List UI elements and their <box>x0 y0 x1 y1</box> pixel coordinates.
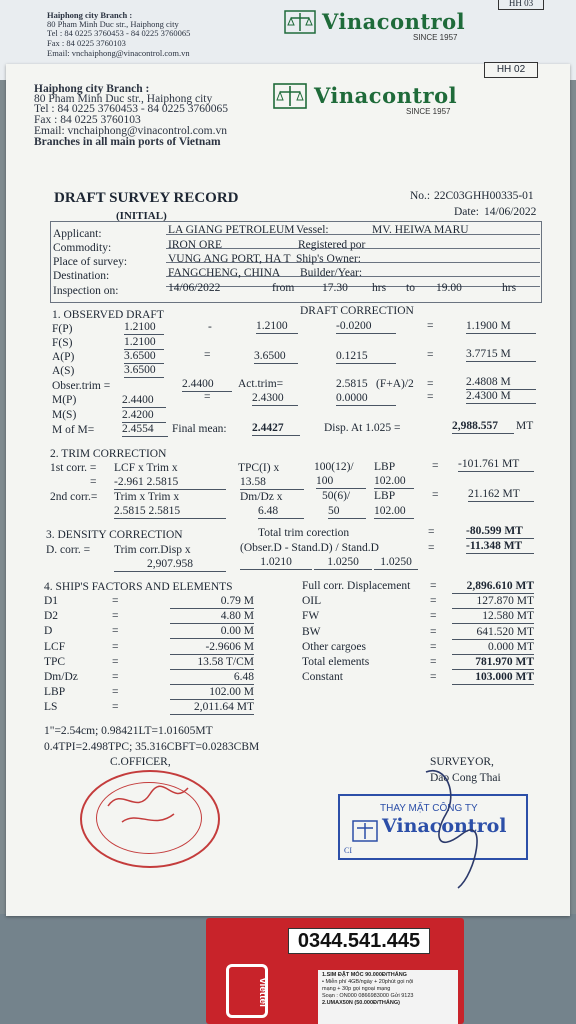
first-corr-label: 1st corr. = <box>50 462 97 474</box>
disp-unit: MT <box>516 420 534 432</box>
factor-value: 4.80 M <box>170 610 254 624</box>
factor-value: -2.9606 M <box>170 641 254 655</box>
dcorr-eq: = <box>428 542 435 554</box>
element-value: 781.970 MT <box>452 656 534 670</box>
draft-correction-title: DRAFT CORRECTION <box>300 305 414 317</box>
stamp-header: THAY MẶT CÔNG TY <box>380 803 478 814</box>
fs-label: F(S) <box>52 337 73 349</box>
mp-result: 2.4300 M <box>466 390 536 404</box>
from-value: 17.30 <box>322 282 348 294</box>
dcorr-h2: (Obser.D - Stand.D) / Stand.D <box>240 542 379 554</box>
second-h3: 50(6)/ <box>322 490 351 502</box>
observed-title: 1. OBSERVED DRAFT <box>52 309 164 321</box>
ap-label: A(P) <box>52 351 75 363</box>
applicant-label: Applicant: <box>53 228 102 240</box>
mp-label: M(P) <box>52 394 77 406</box>
ap-value: 3.6500 <box>124 350 164 364</box>
factor-eq: = <box>112 625 119 638</box>
fp-value: 1.2100 <box>124 321 164 335</box>
obs-trim-label: Obser.trim = <box>52 380 111 392</box>
inspection-date: 14/06/2022 <box>168 282 221 294</box>
first-h3: 100(12)/ <box>314 461 354 473</box>
back-fax: Fax : 84 0225 3760103 <box>47 38 126 48</box>
obs-trim-value: 2.4400 <box>182 378 232 392</box>
stamp-ci: CI <box>344 846 352 855</box>
factor-value: 2,011.64 MT <box>170 701 254 715</box>
first-v4: 102.00 <box>374 475 414 489</box>
stamp-scale-icon <box>352 820 378 842</box>
factor-label: D2 <box>44 610 59 623</box>
factor-eq: = <box>112 701 119 714</box>
sim-promo-5: 2.UMAX50N (50.000Đ/THÁNG) <box>322 1000 400 1006</box>
to-value: 19.00 <box>436 282 462 294</box>
fp-label: F(P) <box>52 323 73 335</box>
vessel-value: MV. HEIWA MARU <box>372 224 469 236</box>
element-label: Total elements <box>302 656 370 668</box>
place-label: Place of survey: <box>53 256 128 268</box>
dcorr-v2: 1.0210 <box>240 556 312 570</box>
sim-promo-3: mạng + 30p gọi ngoại mạng <box>322 986 391 992</box>
record-no-label: No.: <box>410 190 431 202</box>
fa2-eq: = <box>427 378 434 390</box>
surveyor-signature <box>406 764 496 894</box>
record-date-value: 14/06/2022 <box>484 206 537 218</box>
sim-promo-4: Soạn : ON000 0866983000 Gửi 9123 <box>322 993 414 999</box>
element-value: 12.580 MT <box>452 610 534 624</box>
branch-title: Haiphong city Branch : <box>34 83 150 95</box>
first-v3: 100 <box>316 475 366 489</box>
f-result: 1.1900 M <box>466 320 536 334</box>
factor-value: 0.79 M <box>170 595 254 609</box>
dcorr-label: D. corr. = <box>46 544 91 556</box>
applicant-value: LA GIANG PETROLEUM <box>168 224 295 236</box>
sim-promo-1: 1.SIM ĐẶT MÓC 90.000Đ/THÁNG <box>322 972 407 978</box>
first-h2: TPC(I) x <box>238 462 280 474</box>
a-correction: 0.1215 <box>336 350 396 364</box>
act-trim-label: Act.trim= <box>238 378 284 390</box>
element-eq: = <box>430 610 437 623</box>
ms-label: M(S) <box>52 409 77 421</box>
element-value: 127.870 MT <box>452 595 534 609</box>
factor-label: TPC <box>44 655 66 668</box>
fs-value: 1.2100 <box>124 336 164 350</box>
record-date-label: Date: <box>454 206 479 218</box>
vessel-label: Vessel: <box>296 224 329 236</box>
trim-title: 2. TRIM CORRECTION <box>50 448 167 460</box>
branches-note: Branches in all main ports of Vietnam <box>34 136 221 148</box>
fa2-result: 2.4808 M <box>466 376 536 390</box>
element-label: OIL <box>302 595 322 608</box>
branch-email: Email: vnchaiphong@vinacontrol.com.vn <box>34 125 227 137</box>
second-corr-label: 2nd corr.= <box>50 491 98 503</box>
sim-number: 0344.541.445 <box>288 928 430 954</box>
conversion-line-2: 0.4TPI=2.498TPC; 35.316CBFT=0.0283CBM <box>44 741 260 753</box>
a-mean: 3.6500 <box>254 350 298 364</box>
branch-fax: Fax : 84 0225 3760103 <box>34 114 141 126</box>
total-trim-value: -80.599 MT <box>466 525 534 539</box>
element-label: FW <box>302 610 320 623</box>
factor-eq: = <box>112 671 119 683</box>
scale-logo-icon <box>272 82 308 110</box>
factor-eq: = <box>112 640 119 653</box>
back-corner-tag: HH 03 <box>498 0 544 10</box>
sim-promo-2: • Miễn phí 4GB/ngày + 20phút gọi nội <box>322 979 414 985</box>
second-v4: 102.00 <box>374 505 414 519</box>
as-label: A(S) <box>52 365 75 377</box>
back-brand-name: Vinacontrol <box>322 9 466 34</box>
second-corr-result: 21.162 MT <box>468 488 534 502</box>
factor-eq: = <box>112 595 119 607</box>
officer-signature <box>102 776 202 856</box>
hrs-label-2: hrs <box>502 282 517 294</box>
to-label: to <box>406 282 415 294</box>
dcorr-h1: Trim corr.Disp x <box>114 544 191 556</box>
since-label: SINCE 1957 <box>406 107 451 116</box>
element-eq: = <box>430 671 437 684</box>
factor-label: LBP <box>44 686 66 699</box>
disp-value: 2,988.557 <box>452 420 514 434</box>
officer-label: C.OFFICER, <box>110 756 171 768</box>
dcorr-v3: 1.0250 <box>314 556 372 570</box>
first-h1: LCF x Trim x <box>114 462 178 474</box>
total-trim-label: Total trim corection <box>258 527 350 539</box>
from-label: from <box>272 282 295 294</box>
element-eq: = <box>430 656 437 668</box>
doc-code-badge: HH 02 <box>484 62 538 78</box>
disp-label: Disp. At 1.025 = <box>324 422 401 434</box>
f-eq: = <box>427 320 434 332</box>
first-corr-result: -101.761 MT <box>458 458 534 472</box>
dcorr-result: -11.348 MT <box>466 540 534 554</box>
first-eq-2: = <box>90 476 97 488</box>
density-title: 3. DENSITY CORRECTION <box>46 529 183 541</box>
element-value: 2,896.610 MT <box>452 580 534 594</box>
stamp-brand: Vinacontrol <box>382 815 507 837</box>
first-v1: -2.961 2.5815 <box>114 476 226 490</box>
draft-survey-sheet <box>6 64 570 916</box>
sim-brand: viettel <box>257 978 268 1007</box>
f-mean: 1.2100 <box>256 320 298 334</box>
element-eq: = <box>430 580 437 592</box>
factor-value: 6.48 <box>170 671 254 685</box>
element-value: 0.000 MT <box>452 641 534 655</box>
factor-value: 13.58 T/CM <box>170 656 254 670</box>
sim-promo-box <box>318 970 458 1024</box>
mp-value: 2.4400 <box>122 394 166 408</box>
back-tel: Tel : 84 0225 3760453 - 84 0225 3760065 <box>47 28 191 38</box>
record-no-value: 22C03GHH00335-01 <box>434 190 534 202</box>
back-since: SINCE 1957 <box>413 33 458 42</box>
conversion-line-1: 1"=2.54cm; 0.98421LT=1.01605MT <box>44 725 213 737</box>
mp-correction: 0.0000 <box>336 392 396 406</box>
element-eq: = <box>430 595 437 608</box>
element-label: Constant <box>302 671 343 684</box>
element-label: Full corr. Displacement <box>302 580 411 592</box>
back-address: 80 Pham Minh Duc str., Haiphong city <box>47 19 179 29</box>
f-correction: -0.0200 <box>336 320 396 334</box>
fp-dash: - <box>208 321 212 333</box>
total-trim-eq: = <box>428 526 435 538</box>
place-value: VUNG ANG PORT, HA T <box>168 253 291 265</box>
surveyor-label: SURVEYOR, <box>430 756 494 768</box>
final-mean-label: Final mean: <box>172 423 227 435</box>
element-eq: = <box>430 640 437 653</box>
a-eq: = <box>204 349 211 361</box>
element-label: BW <box>302 625 321 638</box>
branch-address: 80 Pham Minh Duc str., Haiphong city <box>34 93 213 105</box>
a-eq2: = <box>427 349 434 361</box>
final-mean-value: 2.4427 <box>252 422 300 436</box>
destination-value: FANGCHENG, CHINA <box>168 267 281 279</box>
factor-eq: = <box>112 655 119 668</box>
second-h1: Trim x Trim x <box>114 491 180 503</box>
factor-eq: = <box>112 686 119 699</box>
second-h4: LBP <box>374 490 396 502</box>
second-eq: = <box>432 489 439 501</box>
back-email: Email: vnchaiphong@vinacontrol.com.vn <box>47 48 190 58</box>
factor-label: LS <box>44 701 58 714</box>
fa2-value: 2.5815 <box>336 378 368 390</box>
a-result: 3.7715 M <box>466 348 536 362</box>
second-v2: 6.48 <box>258 505 304 519</box>
first-v2: 13.58 <box>240 476 304 490</box>
element-value: 641.520 MT <box>452 626 534 640</box>
hrs-label-1: hrs <box>372 282 387 294</box>
sim-card <box>206 918 464 1024</box>
second-v1: 2.5815 2.5815 <box>114 505 226 519</box>
factor-label: Dm/Dz <box>44 671 78 683</box>
first-h4: LBP <box>374 461 396 473</box>
fa2-label: (F+A)/2 <box>376 378 414 390</box>
element-label: Other cargoes <box>302 640 366 653</box>
owner-label: Ship's Owner: <box>296 253 362 265</box>
first-eq: = <box>432 460 439 472</box>
factor-value: 0.00 M <box>170 625 254 639</box>
element-value: 103.000 MT <box>452 671 534 685</box>
second-v3: 50 <box>328 505 366 519</box>
mp-eq2: = <box>427 391 434 403</box>
record-title: DRAFT SURVEY RECORD <box>54 190 239 206</box>
mofm-label: M of M= <box>52 424 95 436</box>
registered-port-label: Registered por <box>298 239 366 251</box>
dcorr-v4: 1.0250 <box>374 556 418 570</box>
as-value: 3.6500 <box>124 364 164 378</box>
inspection-label: Inspection on: <box>53 285 119 297</box>
destination-label: Destination: <box>53 270 110 282</box>
surveyor-name: Dao Cong Thai <box>430 772 501 784</box>
factor-eq: = <box>112 610 119 623</box>
commodity-value: IRON ORE <box>168 239 222 251</box>
brand-name: Vinacontrol <box>314 83 458 108</box>
scale-logo-icon <box>283 9 317 35</box>
factor-label: D <box>44 625 53 638</box>
back-branch-title: Haiphong city Branch : <box>47 10 133 20</box>
branch-tel: Tel : 84 0225 3760453 - 84 0225 3760065 <box>34 103 229 115</box>
mp-eq: = <box>204 391 211 403</box>
dcorr-v1: 2,907.958 <box>114 558 226 572</box>
commodity-label: Commodity: <box>53 242 112 254</box>
act-trim-value: 2.4300 <box>252 392 298 406</box>
second-h2: Dm/Dz x <box>240 491 283 503</box>
factors-title: 4. SHIP'S FACTORS AND ELEMENTS <box>44 581 233 593</box>
record-subtitle: (INITIAL) <box>116 210 167 222</box>
factor-value: 102.00 M <box>170 686 254 700</box>
element-eq: = <box>430 625 437 638</box>
builder-label: Builder/Year: <box>300 267 363 279</box>
ms-value: 2.4200 <box>122 409 166 423</box>
factor-label: D1 <box>44 595 59 607</box>
factor-label: LCF <box>44 640 66 653</box>
mofm-value: 2.4554 <box>122 423 168 437</box>
